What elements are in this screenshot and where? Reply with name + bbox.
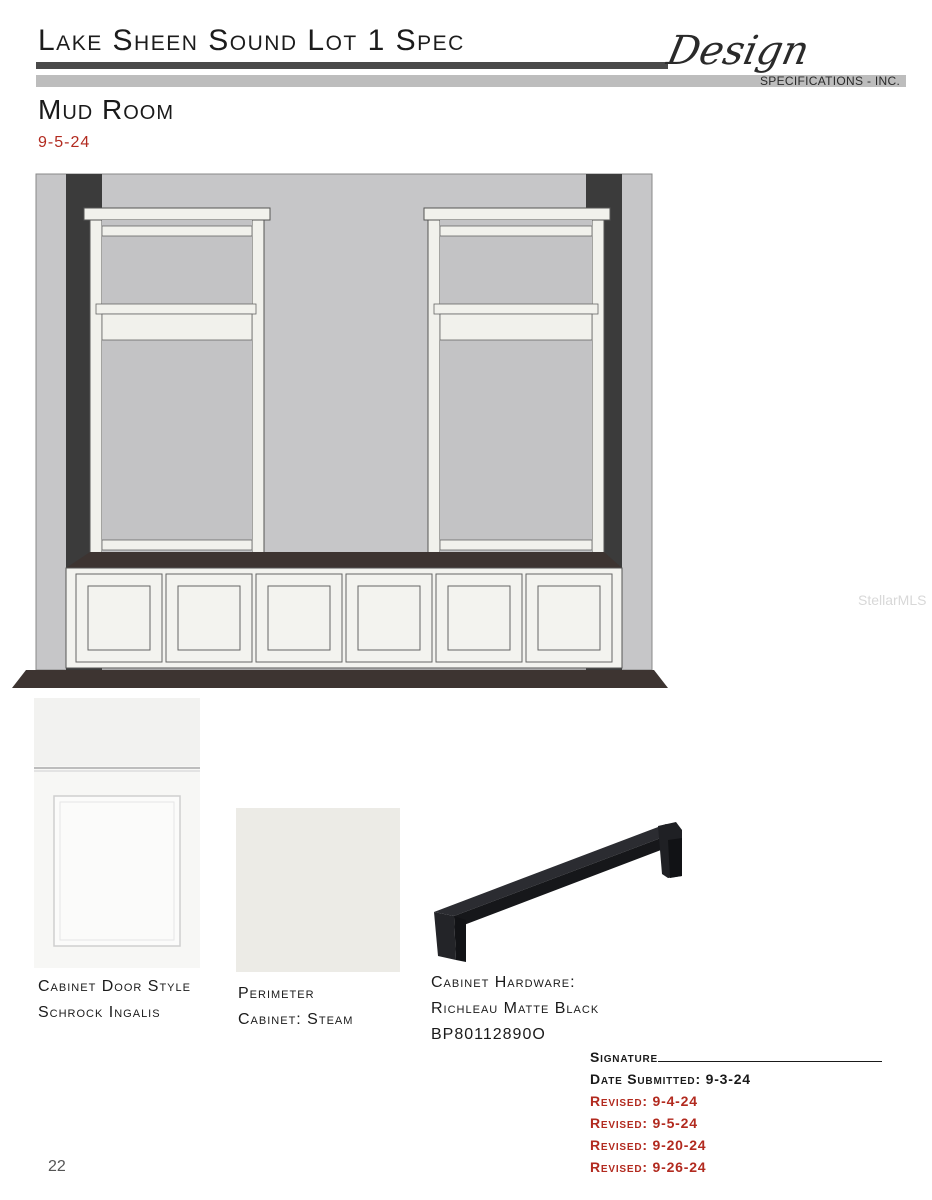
revision-2: Revised: 9-5-24 bbox=[590, 1115, 698, 1131]
signature-line[interactable] bbox=[658, 1047, 882, 1062]
page-number: 22 bbox=[48, 1158, 66, 1175]
cabinet-pull-image bbox=[430, 820, 690, 970]
section-title: Mud Room bbox=[38, 94, 174, 125]
company-logo-subtitle: SPECIFICATIONS - INC. bbox=[760, 74, 901, 88]
door-style-swatch bbox=[34, 698, 200, 968]
door-style-value: Schrock Ingalis bbox=[38, 1004, 161, 1021]
date-submitted: Date Submitted: 9-3-24 bbox=[590, 1071, 751, 1087]
hardware-part-number: BP80112890O bbox=[431, 1026, 546, 1043]
revision-4: Revised: 9-26-24 bbox=[590, 1159, 707, 1175]
signature-block bbox=[590, 1046, 882, 1178]
hardware-value: Richleau Matte Black bbox=[431, 1000, 600, 1017]
perimeter-caption bbox=[238, 981, 353, 1033]
hardware-label: Cabinet Hardware: bbox=[431, 974, 576, 991]
bench-cabinets bbox=[66, 568, 622, 668]
signature-label: Signature bbox=[590, 1049, 659, 1065]
signature-row bbox=[590, 1046, 882, 1068]
right-locker bbox=[424, 208, 610, 560]
section-date: 9-5-24 bbox=[38, 134, 91, 151]
watermark: StellarMLS bbox=[858, 592, 927, 608]
mud-room-rendering bbox=[10, 172, 670, 692]
steam-color-swatch bbox=[236, 808, 400, 972]
perimeter-value: Cabinet: Steam bbox=[238, 1011, 354, 1028]
left-locker bbox=[84, 208, 270, 560]
document-title: Lake Sheen Sound Lot 1 Spec bbox=[38, 24, 465, 57]
hardware-caption bbox=[431, 970, 599, 1048]
company-logo-script: Design bbox=[663, 28, 814, 74]
revision-1: Revised: 9-4-24 bbox=[590, 1093, 698, 1109]
door-style-caption bbox=[38, 974, 191, 1026]
header-rule-dark bbox=[36, 62, 668, 69]
perimeter-label: Perimeter bbox=[238, 985, 315, 1002]
revision-3: Revised: 9-20-24 bbox=[590, 1137, 707, 1153]
door-style-label: Cabinet Door Style bbox=[38, 978, 191, 995]
